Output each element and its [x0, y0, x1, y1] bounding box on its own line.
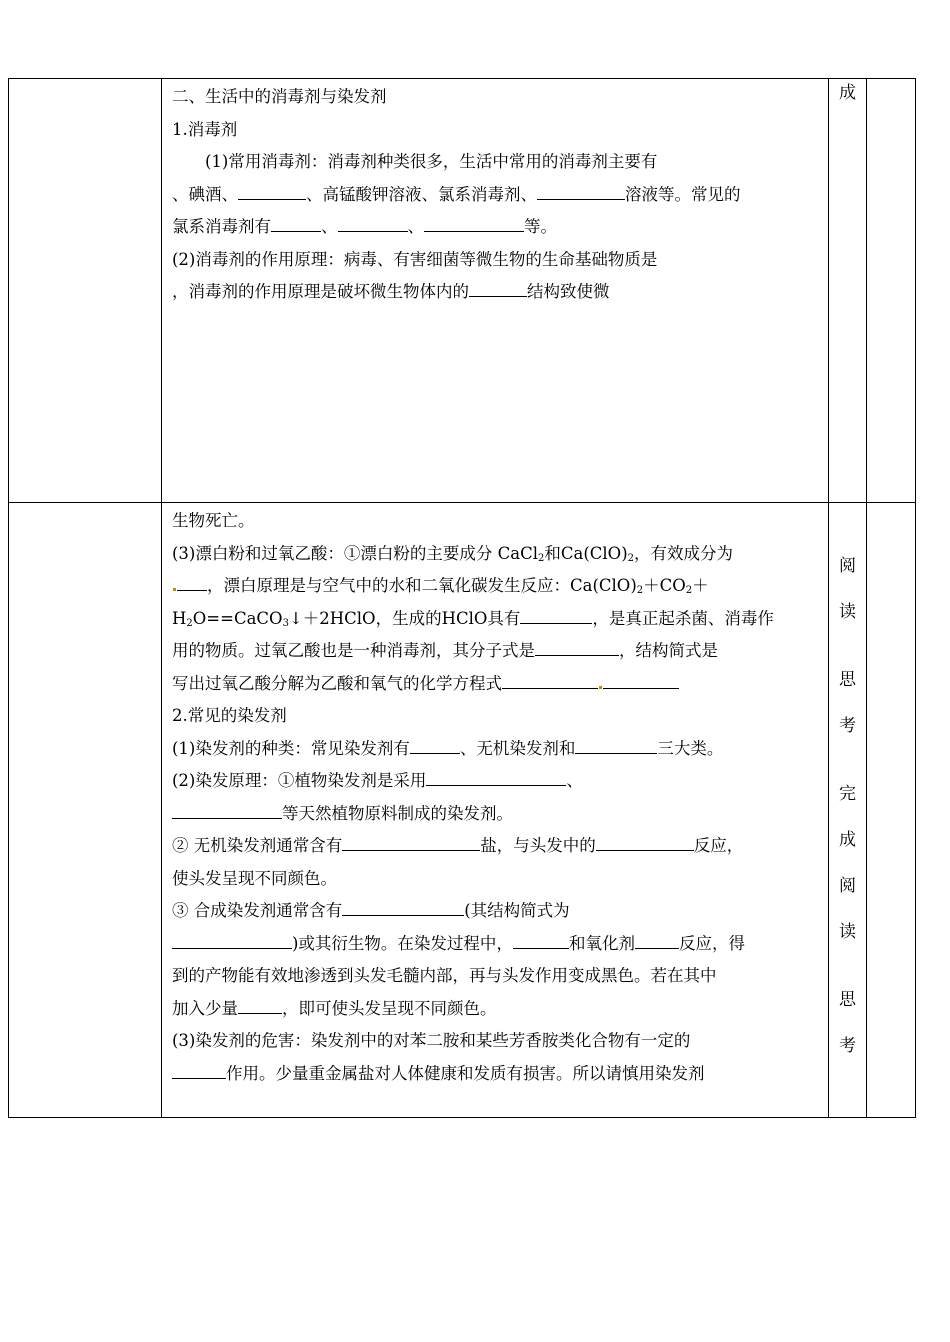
- fill-blank[interactable]: [513, 930, 569, 949]
- left-margin-cell: [9, 503, 162, 1118]
- table-row: [9, 79, 916, 503]
- fill-blank[interactable]: [469, 278, 527, 297]
- paragraph-common-disinfectants: (1)常用消毒剂：消毒剂种类很多，生活中常用的消毒剂主要有 、碘酒、 、高锰酸钾溶液、氯系消毒剂、 溶液等。常见的 氯系消毒剂有 、 、 等。: [172, 152, 741, 236]
- fill-blank[interactable]: [172, 930, 292, 949]
- paragraph-dye-types: (1)染发剂的种类：常见染发剂有 、无机染发剂和 三大类。: [172, 733, 820, 766]
- fill-blank[interactable]: [603, 670, 679, 689]
- section-heading: 二、生活中的消毒剂与染发剂: [172, 87, 387, 106]
- side-note-char: 阅: [839, 876, 856, 897]
- fill-blank[interactable]: [238, 181, 306, 200]
- table-row: [9, 503, 916, 1118]
- paragraph-principle: (2)消毒剂的作用原理：病毒、有害细菌等微生物的生命基础物质是 ，消毒剂的作用原理是破坏微生物体内的 结构致使微: [172, 249, 658, 301]
- fill-blank[interactable]: [424, 213, 524, 232]
- paragraph-dye-hazards: (3)染发剂的危害：染发剂中的对苯二胺和某些芳香胺类化合物有一定的 作用。少量重金属盐对人体健康和发质有损害。所以请慎用染发剂: [172, 1031, 705, 1083]
- fill-blank[interactable]: [635, 930, 679, 949]
- fill-blank[interactable]: [575, 735, 657, 754]
- subheading-disinfectant: 1.消毒剂: [172, 119, 238, 139]
- paragraph-bleaching-powder: (3)漂白粉和过氧乙酸：①漂白粉的主要成分 CaCl$_2$和$Ca(ClO)_2$，有效成分为 ，漂白原理是与空气中的水和二氧化碳发生反应：$Ca(ClO)_2+CO_2+$ $H_2O==CaCO_3↓+2HClO$，生成的HClO具有 ，是真正起杀菌、消毒作 用的物质。过氧乙酸也是一种消毒剂，其分子式是 ，结构简式是 写出过氧乙酸分解为乙酸和氧气的化学方程式: [172, 543, 774, 693]
- fill-blank[interactable]: [410, 735, 460, 754]
- fill-blank[interactable]: [537, 181, 625, 200]
- paragraph-synthetic-dye: ③ 合成染发剂通常含有 (其结构简式为 )或其衍生物。在染发过程中， 和氧化剂 反应，得 到的产物能有效地渗透到头发毛髓内部，再与头发作用变成黑色。若在其中 加入少量 ，即可使头发呈现不同颜色。: [172, 895, 820, 1025]
- fill-blank[interactable]: [426, 767, 566, 786]
- side-note-char: 读: [839, 922, 856, 943]
- subheading-hair-dye: 2.常见的染发剂: [172, 706, 287, 726]
- side-note-char: 完: [839, 784, 856, 805]
- fill-blank[interactable]: [271, 213, 321, 232]
- lesson-table: [8, 78, 916, 1118]
- paragraph-inorganic-dye: ② 无机染发剂通常含有 盐，与头发中的 反应， 使头发呈现不同颜色。: [172, 830, 820, 895]
- side-note-char: 思: [839, 990, 856, 1011]
- fill-blank[interactable]: [535, 637, 619, 656]
- side-note-char: 阅: [839, 556, 856, 577]
- side-note-cell-2: [829, 503, 867, 1118]
- side-note-char: 成: [839, 830, 856, 851]
- content-cell-2: [162, 503, 829, 1118]
- fill-blank[interactable]: [338, 213, 408, 232]
- fill-blank[interactable]: [172, 1060, 226, 1079]
- fill-blank[interactable]: [520, 605, 592, 624]
- side-note-cell-1: [829, 79, 867, 503]
- fill-blank[interactable]: [596, 832, 694, 851]
- fill-blank[interactable]: [342, 897, 464, 916]
- side-note-char: 思: [839, 670, 856, 691]
- right-margin-cell: [867, 503, 916, 1118]
- fill-blank[interactable]: [177, 572, 207, 591]
- left-margin-cell: [9, 79, 162, 503]
- paragraph-dye-principle: (2)染发原理：①植物染发剂是采用 、 等天然植物原料制成的染发剂。: [172, 765, 820, 830]
- side-note-char: 读: [839, 602, 856, 623]
- content-cell-1: [162, 79, 829, 503]
- paragraph-continuation: 生物死亡。: [172, 511, 255, 531]
- mark-dot: [599, 686, 602, 689]
- fill-blank[interactable]: [172, 800, 282, 819]
- fill-blank[interactable]: [502, 670, 598, 689]
- side-note-char: 考: [839, 716, 856, 737]
- mark-dot: [173, 588, 176, 591]
- side-note-char: 成: [839, 83, 856, 103]
- side-note-char: 考: [839, 1036, 856, 1057]
- right-margin-cell: [867, 79, 916, 503]
- fill-blank[interactable]: [238, 995, 282, 1014]
- fill-blank[interactable]: [342, 832, 480, 851]
- side-note-column: [829, 503, 866, 1077]
